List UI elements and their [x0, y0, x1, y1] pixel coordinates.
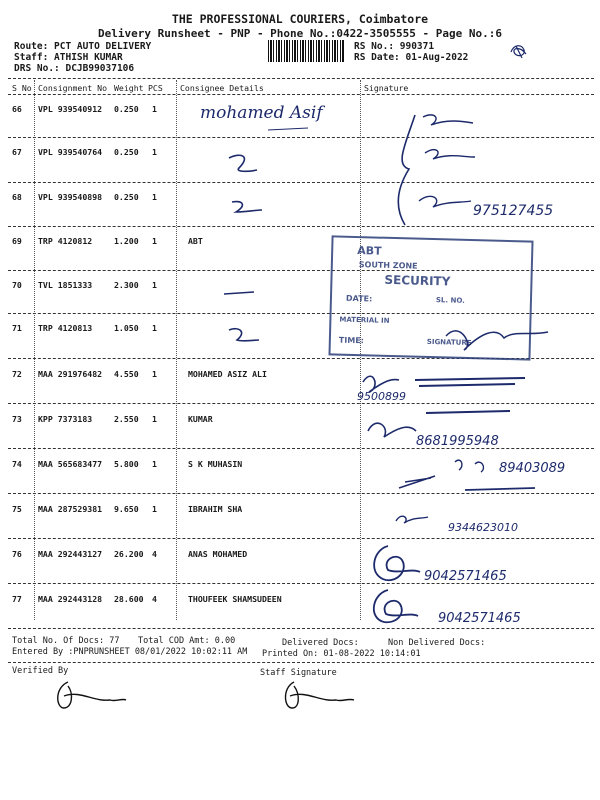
row-sno: 68: [12, 192, 22, 202]
svg-text:89403089: 89403089: [499, 461, 566, 476]
col-sep-1: [34, 80, 35, 620]
row-sno: 67: [12, 147, 22, 157]
svg-text:8681995948: 8681995948: [416, 434, 499, 449]
row-weight: 28.600: [114, 594, 144, 604]
row-consignment: MAA 565683477: [38, 459, 103, 469]
scribble-mark: [508, 42, 530, 62]
delivered-docs: Delivered Docs:: [282, 638, 359, 648]
non-delivered-docs: Non Delivered Docs:: [388, 638, 486, 648]
row-consignment: MAA 287529381: [38, 504, 103, 514]
row-pcs: 4: [152, 549, 157, 559]
row-consignment: VPL 939540912: [38, 104, 103, 114]
signature-row-73: [360, 405, 560, 449]
col-sno: S No: [12, 83, 32, 93]
signature-row-71: [440, 316, 560, 356]
signature-row-72: [355, 362, 555, 404]
row-pcs: 1: [152, 236, 157, 246]
svg-text:9500899: 9500899: [357, 390, 406, 403]
entered-by: Entered By :PNPRUNSHEET 08/01/2022 10:02:11 AM: [12, 647, 248, 657]
row-weight: 26.200: [114, 549, 144, 559]
svg-text:975127455: 975127455: [473, 203, 554, 219]
row-consignee: MOHAMED ASIZ ALI: [188, 369, 267, 379]
row-consignment: MAA 292443128: [38, 594, 103, 604]
svg-text:9042571465: 9042571465: [424, 569, 507, 584]
rs-number: RS No.: 990371: [354, 41, 435, 52]
handwritten-consignee-66: [198, 100, 358, 140]
verifier-signature: [50, 678, 130, 718]
svg-text:9042571465: 9042571465: [438, 611, 521, 626]
row-consignment: TRP 4120812: [38, 236, 93, 246]
handwritten-dash-70: [222, 288, 258, 300]
row-consignee: S K MUHASIN: [188, 459, 243, 469]
handwritten-dash-71: [225, 326, 265, 350]
col-weight: Weight: [114, 83, 144, 93]
row-sno: 70: [12, 280, 22, 290]
row-consignment: TVL 1851333: [38, 280, 93, 290]
route-label: Route: PCT AUTO DELIVERY: [14, 41, 152, 52]
row-pcs: 1: [152, 369, 157, 379]
col-consignee: Consignee Details: [180, 83, 264, 93]
company-title: THE PROFESSIONAL COURIERS, Coimbatore: [171, 12, 429, 26]
row-consignment: TRP 4120813: [38, 323, 93, 333]
row-sno: 74: [12, 459, 22, 469]
row-consignee: ANAS MOHAMED: [188, 549, 248, 559]
total-cod: Total COD Amt: 0.00: [138, 636, 236, 646]
row-consignee: KUMAR: [188, 414, 213, 424]
signature-rows-66-68: [385, 105, 585, 235]
row-consignment: MAA 291976482: [38, 369, 103, 379]
row-consignment: VPL 939540764: [38, 147, 103, 157]
row-consignment: VPL 939540898: [38, 192, 103, 202]
row-weight: 9.650: [114, 504, 139, 514]
row-consignee: ABT: [188, 236, 203, 246]
row-pcs: 1: [152, 280, 157, 290]
drs-number: DRS No.: DCJB99037106: [14, 63, 135, 74]
row-consignee: IBRAHIM SHA: [188, 504, 243, 514]
security-stamp: ABT SOUTH ZONE SECURITY DATE: SL. NO. MATERIAL IN TIME: SIGNATURE: [328, 235, 533, 360]
row-pcs: 1: [152, 504, 157, 514]
row-weight: 2.300: [114, 280, 139, 290]
staff-signature-label: Staff Signature: [260, 668, 337, 678]
row-sno: 66: [12, 104, 22, 114]
signature-row-77: [366, 586, 566, 630]
row-sno: 76: [12, 549, 22, 559]
signature-row-75: [390, 505, 590, 541]
svg-text:mohamed Asif: mohamed Asif: [200, 103, 323, 123]
row-pcs: 1: [152, 104, 157, 114]
row-weight: 0.250: [114, 192, 139, 202]
rs-date: RS Date: 01-Aug-2022: [354, 52, 469, 63]
runsheet-title: Delivery Runsheet - PNP - Phone No.:0422-3505555 - Page No.:6: [98, 27, 502, 40]
row-pcs: 1: [152, 414, 157, 424]
barcode: [268, 40, 344, 62]
col-consignment: Consignment No: [38, 83, 108, 93]
total-docs: Total No. Of Docs: 77: [12, 636, 120, 646]
row-weight: 4.550: [114, 369, 139, 379]
row-weight: 1.200: [114, 236, 139, 246]
row-weight: 5.800: [114, 459, 139, 469]
row-pcs: 1: [152, 459, 157, 469]
row-sno: 77: [12, 594, 22, 604]
handwritten-dash-67: [225, 150, 265, 178]
col-pcs: PCS: [148, 83, 163, 93]
row-weight: 0.250: [114, 104, 139, 114]
staff-signature: [278, 680, 358, 720]
row-sno: 71: [12, 323, 22, 333]
row-sno: 73: [12, 414, 22, 424]
printed-on: Printed On: 01-08-2022 10:14:01: [262, 649, 421, 659]
svg-text:9344623010: 9344623010: [448, 521, 518, 534]
handwritten-dash-68: [228, 198, 268, 218]
row-pcs: 1: [152, 147, 157, 157]
row-consignment: MAA 292443127: [38, 549, 103, 559]
header-rule-bottom: [8, 94, 594, 95]
header-rule-top: [8, 78, 594, 79]
row-sno: 69: [12, 236, 22, 246]
staff-label: Staff: ATHISH KUMAR: [14, 52, 123, 63]
row-sno: 72: [12, 369, 22, 379]
col-signature: Signature: [364, 83, 409, 93]
row-consignment: KPP 7373183: [38, 414, 93, 424]
row-consignee: THOUFEEK SHAMSUDEEN: [188, 594, 282, 604]
row-weight: 0.250: [114, 147, 139, 157]
row-pcs: 4: [152, 594, 157, 604]
row-weight: 1.050: [114, 323, 139, 333]
row-weight: 2.550: [114, 414, 139, 424]
footer-rule: [8, 662, 594, 663]
verified-by-label: Verified By: [12, 666, 69, 676]
row-sno: 75: [12, 504, 22, 514]
col-sep-2: [176, 80, 177, 620]
signature-row-76: [368, 540, 568, 588]
row-pcs: 1: [152, 323, 157, 333]
row-pcs: 1: [152, 192, 157, 202]
signature-row-74: [395, 452, 595, 498]
